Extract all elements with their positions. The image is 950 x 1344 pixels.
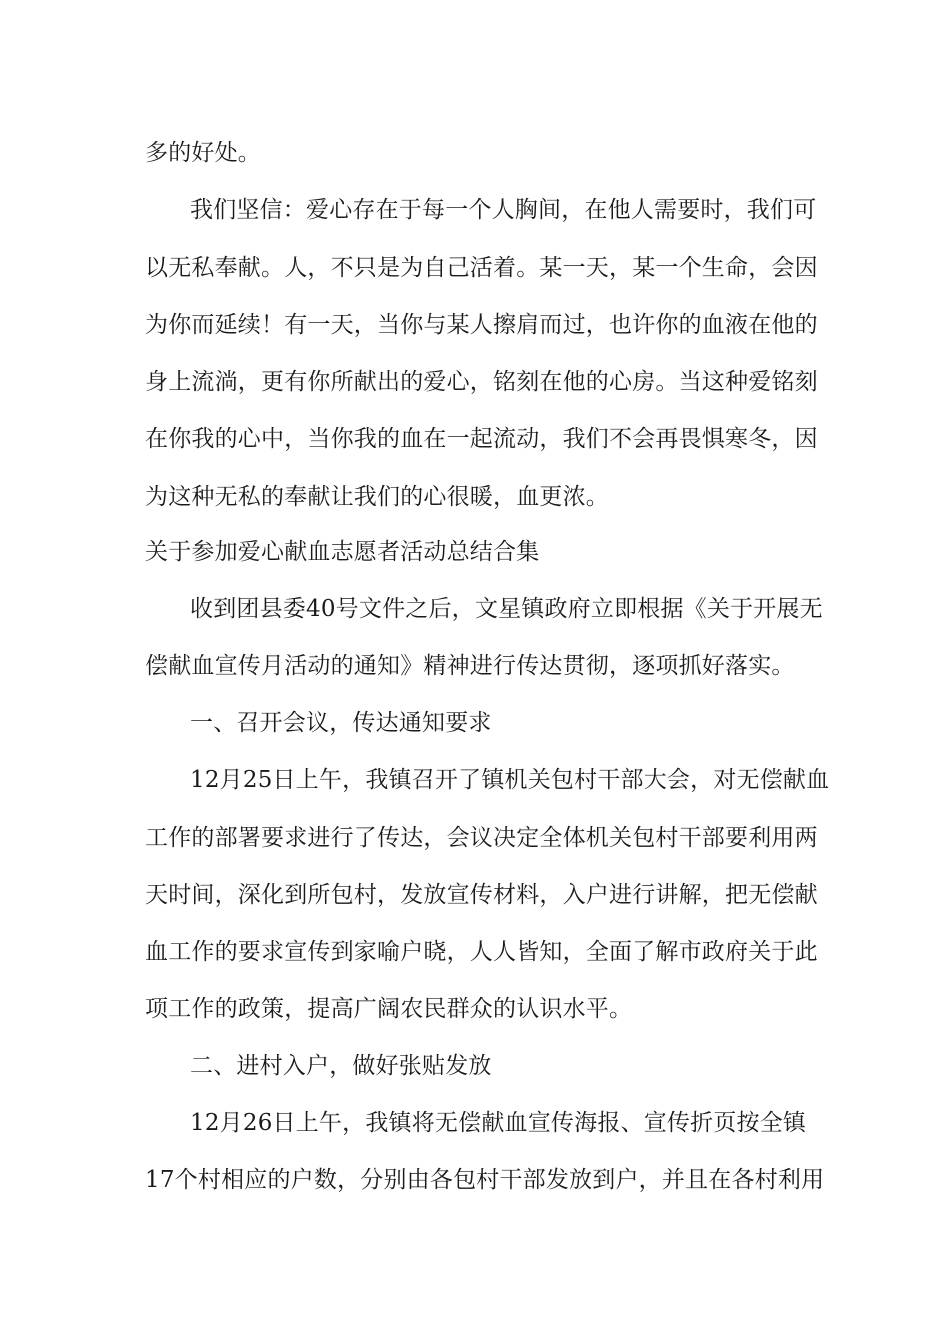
subsection-heading: 二、进村入户，做好张贴发放: [190, 1053, 492, 1079]
paragraph-line: 收到团县委40号文件之后，文星镇政府立即根据《关于开展无: [190, 596, 823, 622]
paragraph-line: 工作的部署要求进行了传达，会议决定全体机关包村干部要利用两: [145, 825, 818, 851]
paragraph-line: 为你而延续！有一天，当你与某人擦肩而过，也许你的血液在他的: [145, 312, 818, 338]
paragraph-line: 天时间，深化到所包村，发放宣传材料，入户进行讲解，把无偿献: [145, 882, 818, 908]
paragraph-line: 12月26日上午，我镇将无偿献血宣传海报、宣传折页按全镇: [190, 1110, 807, 1136]
paragraph-line: 12月25日上午，我镇召开了镇机关包村干部大会，对无偿献血: [190, 767, 830, 793]
paragraph-line: 在你我的心中，当你我的血在一起流动，我们不会再畏惧寒冬，因: [145, 426, 818, 452]
subsection-heading: 一、召开会议，传达通知要求: [190, 710, 492, 736]
paragraph-line: 项工作的政策，提高广阔农民群众的认识水平。: [145, 996, 633, 1022]
paragraph-line: 身上流淌，更有你所献出的爱心，铭刻在他的心房。当这种爱铭刻: [145, 369, 818, 395]
paragraph-line: 我们坚信：爱心存在于每一个人胸间，在他人需要时，我们可: [190, 197, 817, 223]
paragraph-line: 多的好处。: [145, 140, 261, 166]
paragraph-line: 为这种无私的奉献让我们的心很暖，血更浓。: [145, 484, 609, 510]
paragraph-line: 17个村相应的户数，分别由各包村干部发放到户，并且在各村利用: [145, 1167, 825, 1193]
paragraph-line: 以无私奉献。人，不只是为自己活着。某一天，某一个生命，会因: [145, 255, 818, 281]
section-title: 关于参加爱心献血志愿者活动总结合集: [145, 539, 540, 565]
paragraph-line: 偿献血宣传月活动的通知》精神进行传达贯彻，逐项抓好落实。: [145, 653, 795, 679]
paragraph-line: 血工作的要求宣传到家喻户晓，人人皆知，全面了解市政府关于此: [145, 939, 818, 965]
